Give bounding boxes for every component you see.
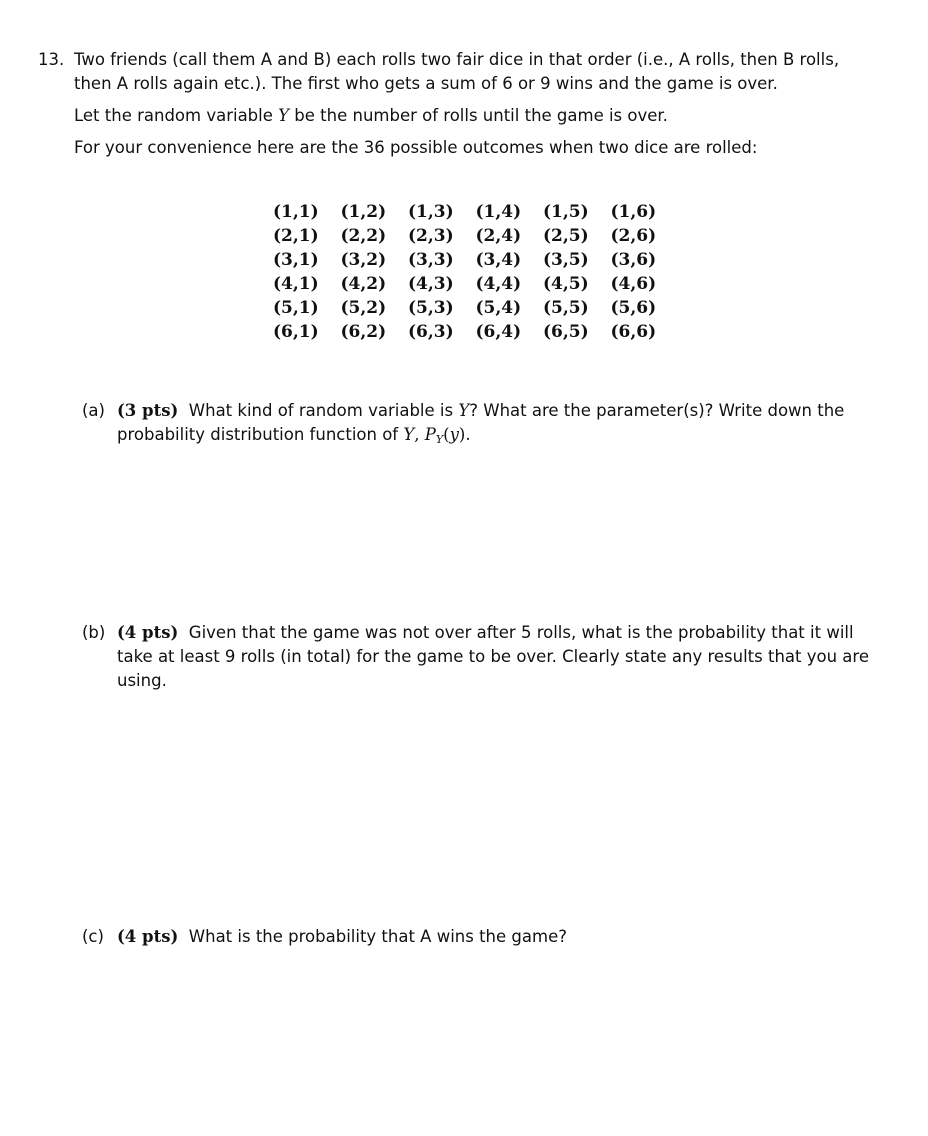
dice-outcome: (5,5) xyxy=(543,298,589,318)
part-b-text-1: Given that the game was not over after 5 rolls, what is the probability that it will xyxy=(188,623,854,642)
rv-text-after: be the number of rolls until the game is over. xyxy=(289,106,668,125)
dice-outcome: (2,6) xyxy=(610,226,657,246)
dice-outcome: (1,5) xyxy=(543,202,589,222)
dice-outcome: (1,2) xyxy=(340,202,387,222)
dice-outcome: (4,5) xyxy=(543,274,589,294)
dice-row xyxy=(273,296,678,320)
dice-outcome: (6,6) xyxy=(610,322,657,342)
part-c-label: (c) xyxy=(82,927,104,946)
problem-intro-line-2: then A rolls again etc.). The first who gets a sum of 6 or 9 wins and the game is over. xyxy=(74,74,778,93)
rv-variable: Y xyxy=(278,106,290,125)
dice-outcome: (5,4) xyxy=(475,298,522,318)
part-a-text-1: What kind of random variable is xyxy=(188,401,459,420)
dice-outcome: (3,4) xyxy=(475,250,522,270)
problem-number: 13. xyxy=(38,50,65,69)
dice-outcome: (5,6) xyxy=(610,298,657,318)
dice-outcome: (2,4) xyxy=(475,226,522,246)
rv-text-before: Let the random variable xyxy=(74,106,279,125)
dice-outcomes-table xyxy=(273,200,678,344)
dice-outcome: (3,1) xyxy=(273,250,319,270)
dice-outcome: (4,2) xyxy=(340,274,387,294)
part-b-label: (b) xyxy=(82,623,106,642)
dice-outcome: (4,1) xyxy=(273,274,319,294)
part-c-points: (4 pts) xyxy=(117,927,179,946)
part-a-comma: , xyxy=(414,425,425,444)
dice-outcome: (1,3) xyxy=(408,202,454,222)
dice-outcome: (6,4) xyxy=(475,322,522,342)
dice-outcome: (1,6) xyxy=(610,202,657,222)
dice-outcome: (3,3) xyxy=(408,250,454,270)
dice-outcome: (2,3) xyxy=(408,226,454,246)
dice-row xyxy=(273,200,678,224)
part-a-line-2 xyxy=(117,423,471,452)
random-variable-definition xyxy=(74,104,668,128)
dice-outcome: (6,1) xyxy=(273,322,319,342)
dice-outcome: (6,2) xyxy=(340,322,387,342)
dice-outcome: (4,3) xyxy=(408,274,454,294)
dice-row xyxy=(273,224,678,248)
dice-outcome: (1,4) xyxy=(475,202,522,222)
dice-outcome: (3,6) xyxy=(610,250,657,270)
dice-outcome: (6,5) xyxy=(543,322,589,342)
part-b-line-3: using. xyxy=(117,671,167,690)
part-a-var-1: Y xyxy=(458,401,470,420)
pmf-subscript: Y xyxy=(435,433,444,446)
dice-outcome: (5,3) xyxy=(408,298,454,318)
dice-outcome: (4,4) xyxy=(475,274,522,294)
dice-outcome: (4,6) xyxy=(610,274,657,294)
dice-outcome: (6,3) xyxy=(408,322,454,342)
part-c-text: What is the probability that A wins the game? xyxy=(188,927,567,946)
dice-row xyxy=(273,320,678,344)
dice-outcome: (3,5) xyxy=(543,250,589,270)
pmf-argument: y xyxy=(449,425,459,444)
pmf-close-paren: ). xyxy=(458,425,471,444)
part-a-line-1 xyxy=(117,399,844,423)
dice-outcome: (5,1) xyxy=(273,298,319,318)
dice-outcome: (2,1) xyxy=(273,226,319,246)
pmf-p: P xyxy=(424,425,436,444)
dice-outcome: (2,5) xyxy=(543,226,589,246)
pmf-open-paren: ( xyxy=(443,425,450,444)
part-a-label: (a) xyxy=(82,401,105,420)
dice-row xyxy=(273,248,678,272)
part-b-line-2: take at least 9 rolls (in total) for the game to be over. Clearly state any results that you are xyxy=(117,647,869,666)
dice-outcome: (2,2) xyxy=(340,226,387,246)
part-c-line-1 xyxy=(117,925,567,949)
part-a-text-2: ? What are the parameter(s)? Write down the xyxy=(469,401,845,420)
problem-intro-line-1: Two friends (call them A and B) each rolls two fair dice in that order (i.e., A rolls, then B rolls, xyxy=(74,50,840,69)
convenience-note: For your convenience here are the 36 possible outcomes when two dice are rolled: xyxy=(74,138,758,157)
dice-row xyxy=(273,272,678,296)
dice-outcome: (1,1) xyxy=(273,202,319,222)
part-b-line-1 xyxy=(117,621,854,645)
part-b-points: (4 pts) xyxy=(117,623,179,642)
dice-outcome: (3,2) xyxy=(340,250,387,270)
dice-outcome: (5,2) xyxy=(340,298,387,318)
part-a-points: (3 pts) xyxy=(117,401,179,420)
part-a-text-3: probability distribution function of xyxy=(117,425,404,444)
part-a-var-2: Y xyxy=(403,425,415,444)
